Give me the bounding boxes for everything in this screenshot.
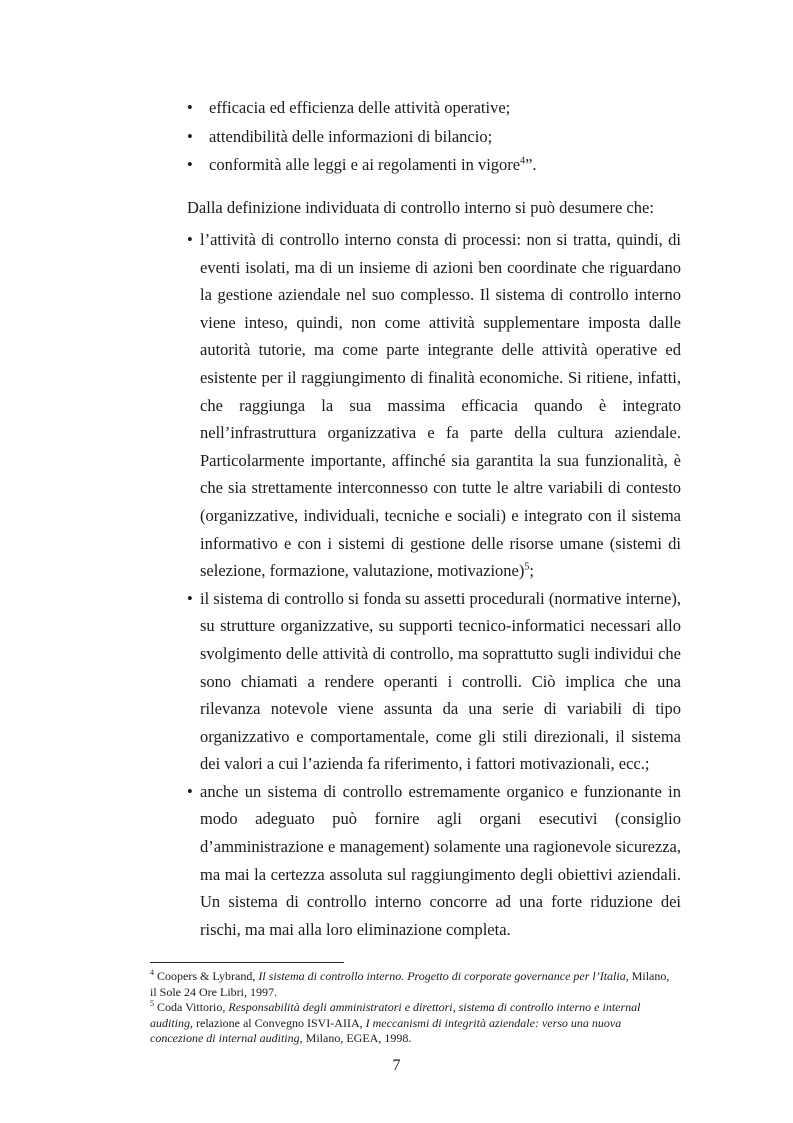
objectives-list	[187, 94, 687, 180]
page-number: 7	[392, 1057, 401, 1074]
footnote: $^5$ Coda Vittorio, Responsabilità degli amministratori e direttori, sistema di controllo interno e internal auditing, relazione al Convegno ISVI-AIIA, I meccanismi di integrità aziendale: verso una nuova concezione di internal auditing, Milano, EGEA, 1998.	[150, 999, 641, 1045]
footnote-ref: 4	[520, 155, 526, 167]
footnote-ref: 5	[524, 561, 530, 573]
bullet-icon: •	[187, 98, 193, 117]
list-item: • anche un sistema di controllo estremamente organico e funzionante in modo adeguato può fornire agli organi esecutivi (consiglio d’amministrazione e management) solamente una ragionevole sicurezza, ma mai la certezza assoluta sul raggiungimento degli obiettivi aziendali. Un sistema di controllo interno concorre ad una forte riduzione dei rischi, ma mai alla loro eliminazione completa.	[187, 778, 681, 944]
list-item: • conformità alle leggi e ai regolamenti in vigore$^4$”.	[187, 151, 687, 180]
intro-paragraph: Dalla definizione individuata di controllo interno si può desumere che:	[187, 198, 654, 217]
bullet-icon: •	[187, 781, 193, 801]
bullet-list	[187, 226, 681, 943]
list-item: • l’attività di controllo interno consta di processi: non si tratta, quindi, di eventi isolati, ma di un insieme di azioni ben coordinate che riguardano la gestione aziendale nel suo complesso. Il sistema di controllo interno viene inteso, quindi, non come attività supplementare imposta dalle autorità tutorie, ma come parte integrante delle attività operative ed esistente per il raggiungimento di finalità economiche. Si ritiene, infatti, che raggiunga la sua massima efficacia quando è integrato nell’infrastruttura organizzativa e fa parte della cultura aziendale. Particolarmente importante, affinché sia garantita la sua funzionalità, è che sia strettamente interconnesso con tutte le altre variabili di contesto (organizzative, individuali, tecniche e sociali) e integrato con il sistema informativo e con i sistemi di gestione delle risorse umane (sistemi di selezione, formazione, valutazione, motivazione)$^5$;	[187, 226, 681, 585]
list-item: • efficacia ed efficienza delle attività operative;	[187, 94, 687, 123]
bullet-icon: •	[187, 230, 193, 249]
list-item: • attendibilità delle informazioni di bilancio;	[187, 123, 687, 152]
bullet-icon: •	[187, 126, 193, 146]
footnote-separator	[150, 962, 344, 963]
footnote: $^4$ Coopers & Lybrand, Il sistema di controllo interno. Progetto di corporate governance per l’Italia, Milano, il Sole 24 Ore Libri, 1997.	[150, 968, 670, 999]
bullet-icon: •	[187, 155, 193, 174]
footnotes	[150, 969, 675, 1047]
list-item: • il sistema di controllo si fonda su assetti procedurali (normative interne), su strutture organizzative, su supporti tecnico-informatici necessari allo svolgimento delle attività di controllo, ma soprattutto sugli individui che sono chiamati a rendere operanti i controlli. Ciò implica che una rilevanza notevole viene assunta da una serie di variabili di tipo organizzativo e comportamentale, come gli stili direzionali, il sistema dei valori a cui l’azienda fa riferimento, i fattori motivazionali, ecc.;	[187, 585, 681, 778]
bullet-icon: •	[187, 588, 193, 608]
